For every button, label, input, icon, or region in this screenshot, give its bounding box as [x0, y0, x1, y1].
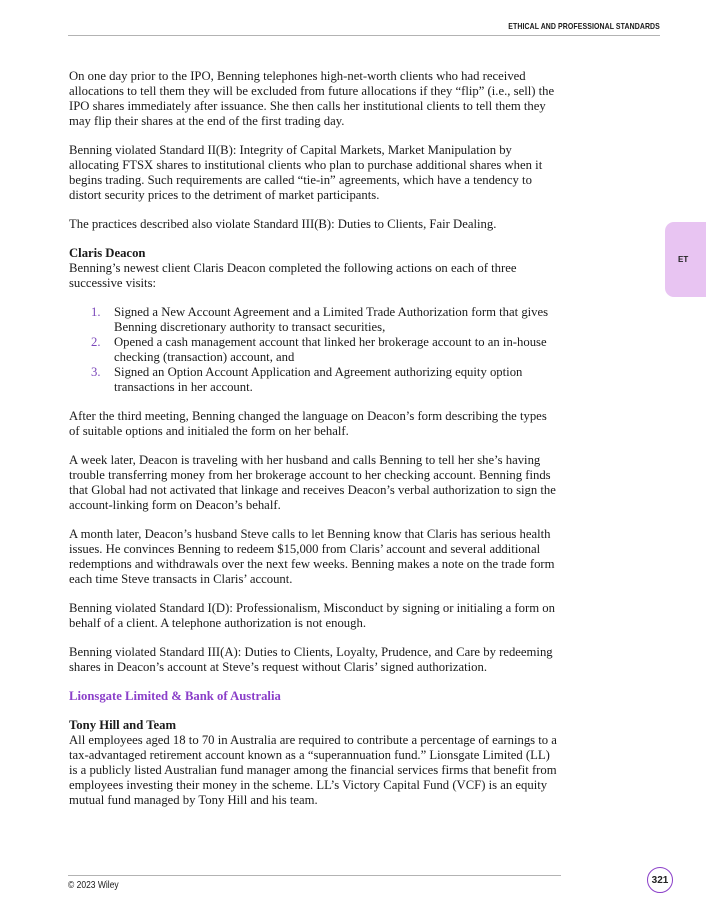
list-item-text: Opened a cash management account that linked her brokerage account to an in-house checking (transaction) account, and: [114, 335, 547, 364]
list-item-text: Signed an Option Account Application and Agreement authorizing equity option transactions in her account.: [114, 365, 523, 394]
running-header: ETHICAL AND PROFESSIONAL STANDARDS: [508, 21, 660, 31]
copyright-notice: © 2023 Wiley: [68, 880, 119, 891]
paragraph-violation-iii-a: Benning violated Standard III(A): Duties to Clients, Loyalty, Prudence, and Care by redeeming shares in Deacon’s account at Steve’s request without Claris’ signed authorization.: [69, 645, 553, 674]
claris-intro: Benning’s newest client Claris Deacon completed the following actions on each of three successive visits:: [69, 261, 517, 290]
list-item: [91, 335, 559, 365]
visit-actions-list: [69, 305, 559, 395]
lionsgate-section-heading: Lionsgate Limited & Bank of Australia: [69, 689, 281, 703]
list-number: 2.: [91, 335, 101, 349]
paragraph-violation-i-d: Benning violated Standard I(D): Professionalism, Misconduct by signing or initialing a form on behalf of a client. A telephone authorization is not enough.: [69, 601, 555, 630]
paragraph-third-meeting: After the third meeting, Benning changed the language on Deacon’s form describing the types of suitable options and initialed the form on her behalf.: [69, 409, 547, 438]
paragraph-violation-ii-b: Benning violated Standard II(B): Integrity of Capital Markets, Market Manipulation by allocating FTSX shares to institutional clients who plan to purchase additional shares when it begins trading. Such requirements are called “tie-in” agreements, which have a tendency to distort security prices to the detriment of market participants.: [69, 143, 543, 202]
list-number: 3.: [91, 365, 101, 379]
paragraph-violation-iii-b: The practices described also violate Standard III(B): Duties to Clients, Fair Dealing.: [69, 217, 497, 231]
list-item: [91, 365, 559, 395]
paragraph-month-later: A month later, Deacon’s husband Steve calls to let Benning know that Claris has serious health issues. He convinces Benning to redeem $15,000 from Claris’ account and several additional redemptions and withdrawals over the next few weeks. Benning makes a note on the trade form each time Steve transacts in Claris’ account.: [69, 527, 555, 586]
side-tab-label: ET: [678, 255, 689, 264]
list-item-text: Signed a New Account Agreement and a Limited Trade Authorization form that gives Benning discretionary authority to transact securities,: [114, 305, 549, 334]
paragraph-superannuation: All employees aged 18 to 70 in Australia are required to contribute a percentage of earnings to a tax-advantaged retirement account known as a “superannuation fund.” Lionsgate Limited (LL) is a publicly listed Australian fund manager among the financial services firms that benefit from employees investing their money in the scheme. LL’s Victory Capital Fund (VCF) is an equity mutual fund managed by Tony Hill and his team.: [69, 733, 557, 807]
page-number: 321: [647, 867, 673, 893]
header-rule: [68, 35, 660, 36]
page-body: [69, 69, 559, 822]
paragraph-week-later: A week later, Deacon is traveling with her husband and calls Benning to tell her she’s having trouble transferring money from her brokerage account to her checking account. Benning finds that Global had not activated that linkage and receives Deacon’s verbal authorization to sign the account-linking form on Deacon’s behalf.: [69, 453, 556, 512]
list-number: 1.: [91, 305, 101, 319]
paragraph-ipo-calls: On one day prior to the IPO, Benning telephones high-net-worth clients who had received allocations to tell them they will be excluded from future allocations if they “flip” (i.e., sell) the IPO shares immediately after issuance. She then calls her institutional clients to tell them they may flip their shares at the end of the first trading day.: [69, 69, 555, 128]
footer-rule: [68, 875, 561, 876]
list-item: [91, 305, 559, 335]
tony-hill-heading: Tony Hill and Team: [69, 718, 177, 732]
claris-deacon-heading: Claris Deacon: [69, 246, 146, 260]
